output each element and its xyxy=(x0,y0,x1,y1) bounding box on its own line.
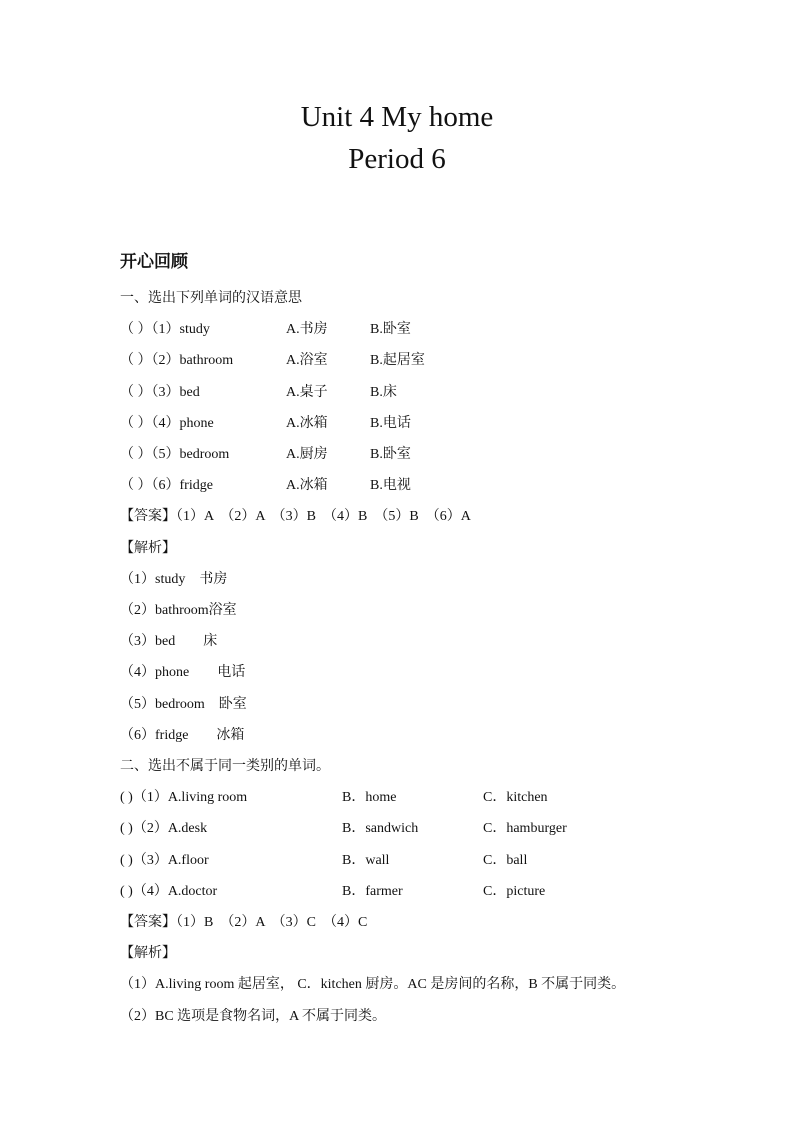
part1-row xyxy=(120,446,720,464)
question-text: （ ）（2）bathroom xyxy=(120,353,234,368)
question-text: （ ）（4）phone xyxy=(120,416,214,431)
part1-analysis-line: （3）bed 床 xyxy=(120,634,218,649)
question-text: ( )（1）A.living room xyxy=(120,790,248,805)
option-b: B.卧室 xyxy=(370,447,411,462)
question-text: （ ）（1）study xyxy=(120,322,210,337)
question-text: （ ）（3）bed xyxy=(120,385,200,400)
part2-row xyxy=(120,789,720,807)
option-b: B．sandwich xyxy=(342,821,419,836)
part2-row xyxy=(120,820,720,838)
option-b: B．wall xyxy=(342,853,390,868)
part1-row xyxy=(120,384,720,402)
part1-row xyxy=(120,352,720,370)
part1-analysis-line: （2）bathroom浴室 xyxy=(120,603,237,618)
option-c: C．ball xyxy=(483,853,528,868)
option-b: B.卧室 xyxy=(370,322,411,337)
part2-heading: 二、选出不属于同一类别的单词。 xyxy=(120,759,330,774)
part1-heading: 一、选出下列单词的汉语意思 xyxy=(120,291,302,306)
part2-answer: 【答案】（1）B （2）A （3）C （4）C xyxy=(120,915,368,930)
option-a: A.厨房 xyxy=(286,447,328,462)
document-subtitle: Period 6 xyxy=(348,143,446,175)
part2-row xyxy=(120,852,720,870)
option-c: C．picture xyxy=(483,884,546,899)
part2-row xyxy=(120,883,720,901)
question-text: （ ）（5）bedroom xyxy=(120,447,230,462)
part1-analysis-line: （1）study 书房 xyxy=(120,572,228,587)
question-text: ( )（2）A.desk xyxy=(120,821,208,836)
part1-answer: 【答案】（1）A （2）A （3）B （4）B （5）B （6）A xyxy=(120,509,471,524)
part1-analysis-line: （6）fridge 冰箱 xyxy=(120,728,245,743)
option-b: B.床 xyxy=(370,385,397,400)
part1-analysis-label: 【解析】 xyxy=(120,541,176,556)
option-b: B.电话 xyxy=(370,416,411,431)
option-a: A.冰箱 xyxy=(286,478,328,493)
option-a: A.冰箱 xyxy=(286,416,328,431)
section-heading: 开心回顾 xyxy=(120,252,188,271)
question-text: ( )（3）A.floor xyxy=(120,853,209,868)
part1-row xyxy=(120,321,720,339)
option-b: B．farmer xyxy=(342,884,403,899)
option-a: A.桌子 xyxy=(286,385,328,400)
part1-row xyxy=(120,477,720,495)
question-text: （ ）（6）fridge xyxy=(120,478,213,493)
question-text: ( )（4）A.doctor xyxy=(120,884,218,899)
option-c: C．kitchen xyxy=(483,790,548,805)
option-b: B.电视 xyxy=(370,478,411,493)
option-c: C．hamburger xyxy=(483,821,567,836)
part1-analysis-line: （5）bedroom 卧室 xyxy=(120,697,247,712)
part1-row xyxy=(120,415,720,433)
option-b: B．home xyxy=(342,790,397,805)
part1-analysis-line: （4）phone 电话 xyxy=(120,665,246,680)
part2-analysis-line: （1）A.living room 起居室， C．kitchen 厨房。AC 是房间的名称，B 不属于同类。 xyxy=(120,977,626,992)
part2-analysis-label: 【解析】 xyxy=(120,946,176,961)
part2-analysis-line: （2）BC 选项是食物名词，A 不属于同类。 xyxy=(120,1009,387,1024)
document-title: Unit 4 My home xyxy=(300,101,494,133)
option-a: A.浴室 xyxy=(286,353,328,368)
option-a: A.书房 xyxy=(286,322,328,337)
option-b: B.起居室 xyxy=(370,353,425,368)
